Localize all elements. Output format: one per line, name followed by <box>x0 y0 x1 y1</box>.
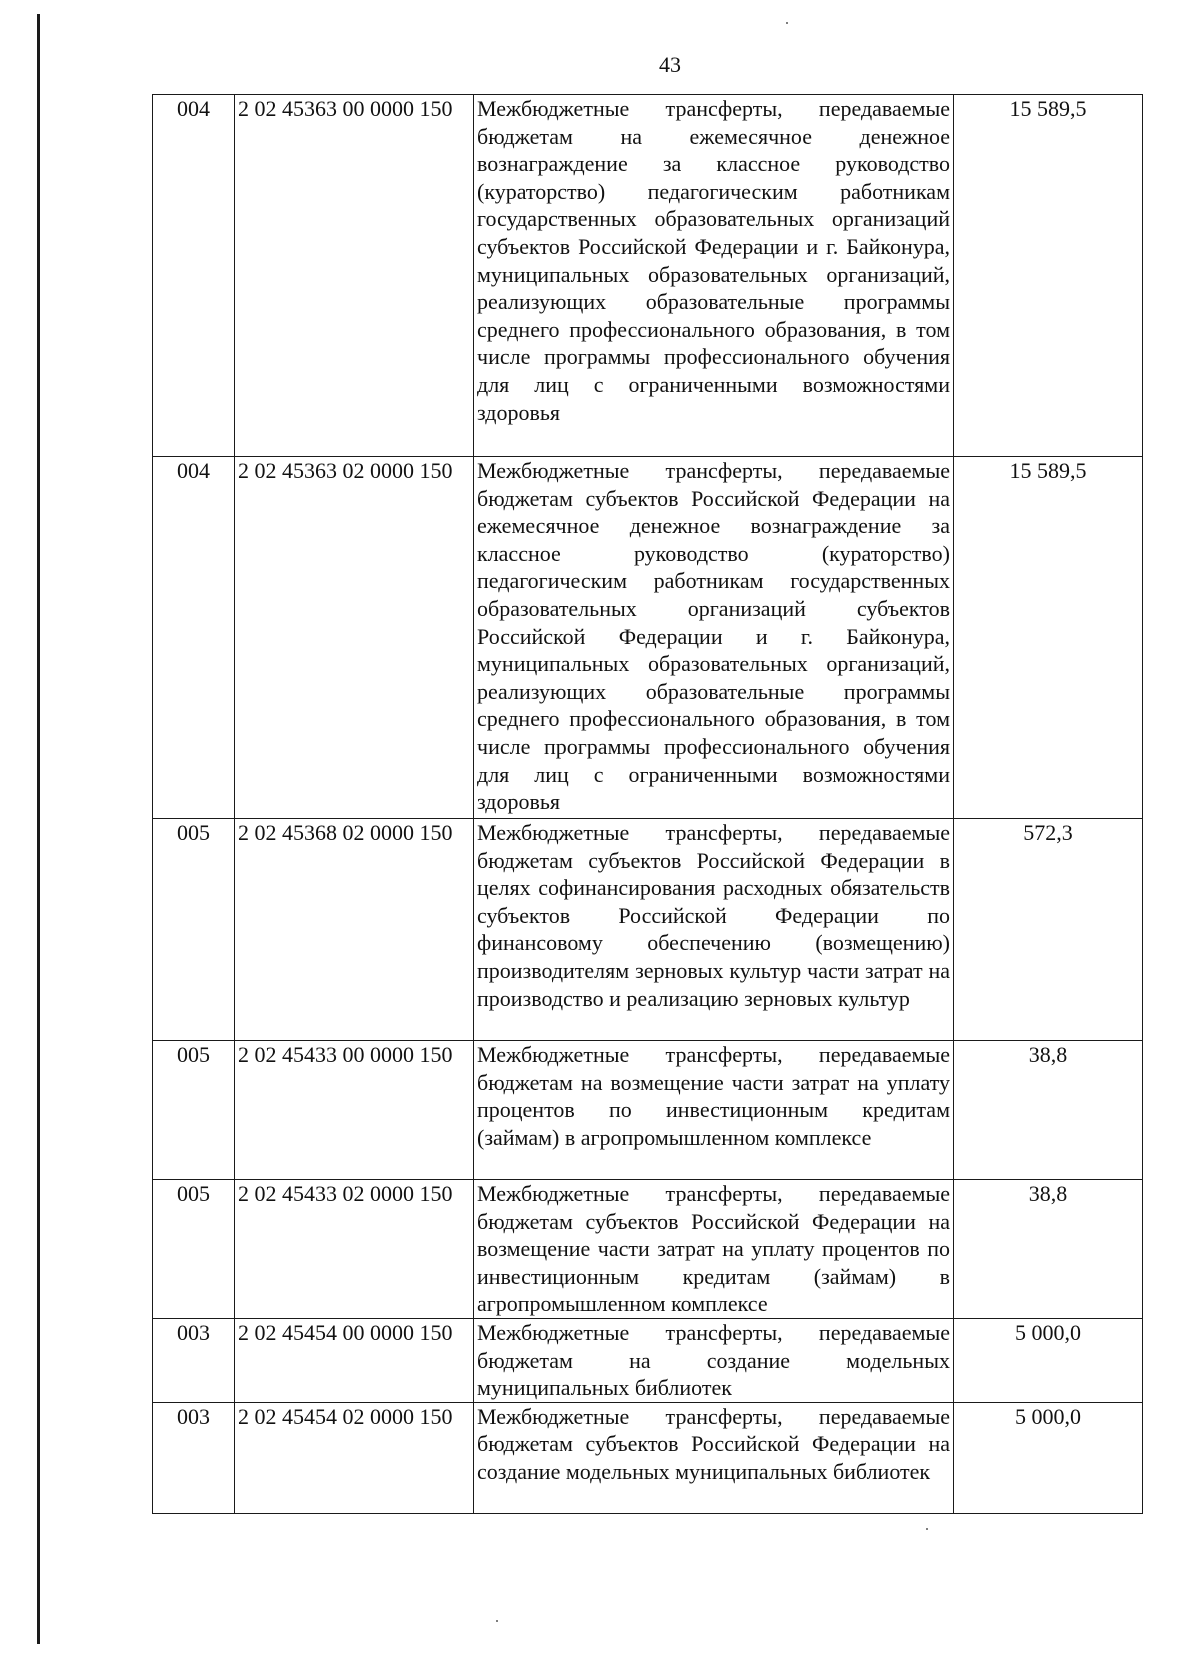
budget-code-cell: 2 02 45433 02 0000 150 <box>235 1180 474 1319</box>
admin-code-cell: 005 <box>153 1180 235 1319</box>
amount-cell: 572,3 <box>954 819 1143 1041</box>
budget-table <box>152 94 1143 1514</box>
description-cell: Межбюджетные трансферты, передаваемые бюджетам на создание модельных муниципальных библиотек <box>474 1319 954 1403</box>
table-row <box>153 1180 1143 1319</box>
admin-code-cell: 004 <box>153 457 235 819</box>
description-cell: Межбюджетные трансферты, передаваемые бюджетам на возмещение части затрат на уплату процентов по инвестиционным кредитам (займам) в агропромышленном комплексе <box>474 1041 954 1180</box>
amount-cell: 5 000,0 <box>954 1402 1143 1513</box>
budget-code-cell: 2 02 45454 02 0000 150 <box>235 1402 474 1513</box>
scan-speck <box>496 1620 498 1622</box>
description-cell: Межбюджетные трансферты, передаваемые бюджетам субъектов Российской Федерации в целях софинансирования расходных обязательств субъектов Российской Федерации по финансовому обеспечению (возмещению) производителям зерновых культур части затрат на производство и реализацию зерновых культур <box>474 819 954 1041</box>
admin-code-cell: 003 <box>153 1319 235 1403</box>
amount-cell: 15 589,5 <box>954 95 1143 457</box>
amount-cell: 38,8 <box>954 1041 1143 1180</box>
table-row <box>153 1402 1143 1513</box>
description-cell: Межбюджетные трансферты, передаваемые бюджетам на ежемесячное денежное вознаграждение за классное руководство (кураторство) педагогическим работникам государственных образовательных организаций субъектов Российской Федерации и г. Байконура, муниципальных образовательных организаций, реализующих образовательные программы среднего профессионального образования, в том числе программы профессионального обучения для лиц с ограниченными возможностями здоровья <box>474 95 954 457</box>
budget-code-cell: 2 02 45433 00 0000 150 <box>235 1041 474 1180</box>
budget-code-cell: 2 02 45363 02 0000 150 <box>235 457 474 819</box>
amount-cell: 5 000,0 <box>954 1319 1143 1403</box>
table-row <box>153 1041 1143 1180</box>
table-row <box>153 95 1143 457</box>
admin-code-cell: 005 <box>153 819 235 1041</box>
page-number: 43 <box>659 52 681 77</box>
amount-cell: 38,8 <box>954 1180 1143 1319</box>
table-row <box>153 1319 1143 1403</box>
table-row <box>153 457 1143 819</box>
scan-speck <box>786 22 788 24</box>
budget-code-cell: 2 02 45454 00 0000 150 <box>235 1319 474 1403</box>
scan-speck <box>926 1528 928 1530</box>
description-cell: Межбюджетные трансферты, передаваемые бюджетам субъектов Российской Федерации на ежемесячное денежное вознаграждение за классное руководство (кураторство) педагогическим работникам государственных образовательных организаций субъектов Российской Федерации и г. Байконура, муниципальных образовательных организаций, реализующих образовательные программы среднего профессионального образования, в том числе программы профессионального обучения для лиц с ограниченными возможностями здоровья <box>474 457 954 819</box>
budget-code-cell: 2 02 45363 00 0000 150 <box>235 95 474 457</box>
table-row <box>153 819 1143 1041</box>
budget-code-cell: 2 02 45368 02 0000 150 <box>235 819 474 1041</box>
admin-code-cell: 004 <box>153 95 235 457</box>
description-cell: Межбюджетные трансферты, передаваемые бюджетам субъектов Российской Федерации на возмещение части затрат на уплату процентов по инвестиционным кредитам (займам) в агропромышленном комплексе <box>474 1180 954 1319</box>
binding-edge-line <box>37 14 40 1644</box>
amount-cell: 15 589,5 <box>954 457 1143 819</box>
admin-code-cell: 003 <box>153 1402 235 1513</box>
description-cell: Межбюджетные трансферты, передаваемые бюджетам субъектов Российской Федерации на создание модельных муниципальных библиотек <box>474 1402 954 1513</box>
admin-code-cell: 005 <box>153 1041 235 1180</box>
